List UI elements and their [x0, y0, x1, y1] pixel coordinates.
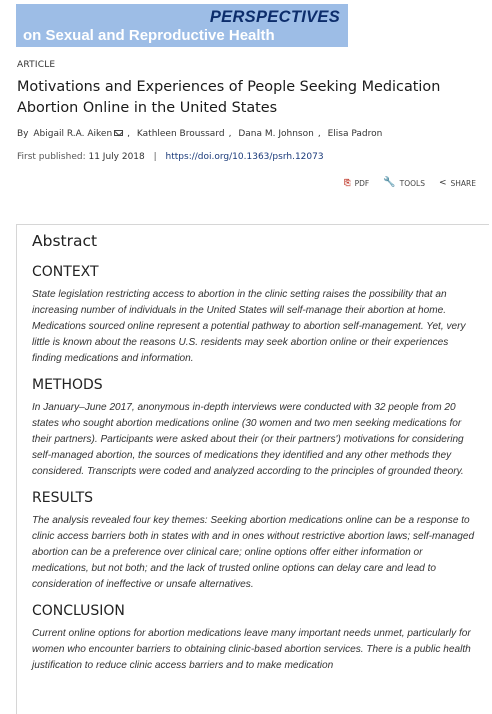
by-label: By	[17, 129, 29, 139]
article-actions	[344, 178, 476, 188]
author-link[interactable]: Abigail R.A. Aiken	[33, 129, 113, 139]
author-link[interactable]: Kathleen Broussard	[136, 129, 225, 139]
section-heading-context: CONTEXT	[32, 264, 99, 280]
publication-info	[17, 152, 324, 162]
abstract-panel	[16, 224, 489, 714]
article-type-label: ARTICLE	[17, 60, 56, 70]
tools-button[interactable]	[383, 178, 425, 188]
section-heading-results: RESULTS	[32, 490, 94, 506]
section-text-results: The analysis revealed four key themes: Seeking abortion medications online can be a response to clinic access barriers both in states with and in ones without restrictive abortion laws; self-managed abortion can be a preference over clinical care; online options offer either information or medications, but not both; and the lack of trusted online options can delay care and lead to consideration of ineffective or unsafe alternatives.	[32, 515, 475, 590]
section-heading-conclusion: CONCLUSION	[32, 603, 125, 619]
author-list: By Abigail R.A. Aiken , Kathleen Broussard , Dana M. Johnson , Elisa Padron	[17, 129, 383, 139]
share-button[interactable]	[439, 178, 476, 188]
journal-logo[interactable]	[16, 4, 348, 47]
journal-logo-line1: PERSPECTIVES	[209, 8, 340, 26]
tools-label: TOOLS	[399, 178, 425, 188]
section-text-methods: In January–June 2017, anonymous in-depth interviews were conducted with 32 people from 20 states who sought abortion medications online (30 women and two men seeking medications for their partners). Participants were asked about their (or their partners') motivations for considering self-managed abortion, the sources of medications they identified and any other methods they considered. Transcripts were coded and analyzed according to the principles of grounded theory.	[32, 402, 464, 477]
doi-link[interactable]: https://doi.org/10.1363/psrh.12073	[165, 152, 324, 162]
section-text-context: State legislation restricting access to abortion in the clinic setting raises the possibility that an increasing number of individuals in the United States will self-manage their abortion at home. Medications sourced online represent a potential pathway to abortion self-management. Yet, very little is known about the reasons U.S. residents may seek abortion online or their experiences finding medications and information.	[32, 289, 466, 364]
pdf-button[interactable]	[344, 178, 369, 188]
wrench-icon: 🔧	[383, 177, 396, 188]
section-heading-methods: METHODS	[32, 377, 103, 393]
first-published-label: First published:	[17, 152, 86, 162]
mail-icon[interactable]	[114, 130, 123, 136]
journal-logo-line2: on Sexual and Reproductive Health	[23, 27, 275, 44]
separator: |	[153, 152, 157, 162]
article-title: Motivations and Experiences of People Seeking Medication Abortion Online in the United States	[17, 79, 441, 116]
pdf-icon: ⎘	[344, 178, 351, 187]
author-link[interactable]: Dana M. Johnson	[238, 129, 314, 139]
share-icon: <	[438, 178, 447, 188]
first-published-date: 11 July 2018	[88, 152, 145, 162]
author-link[interactable]: Elisa Padron	[327, 129, 383, 139]
pdf-label: PDF	[354, 178, 370, 188]
section-text-conclusion: Current online options for abortion medications leave many important needs unmet, particularly for women who encounter barriers to obtaining clinic-based abortion services. There is a public health justification to reduce clinic access barriers and to make medication	[32, 628, 471, 671]
abstract-heading: Abstract	[32, 232, 98, 250]
share-label: SHARE	[450, 178, 476, 188]
